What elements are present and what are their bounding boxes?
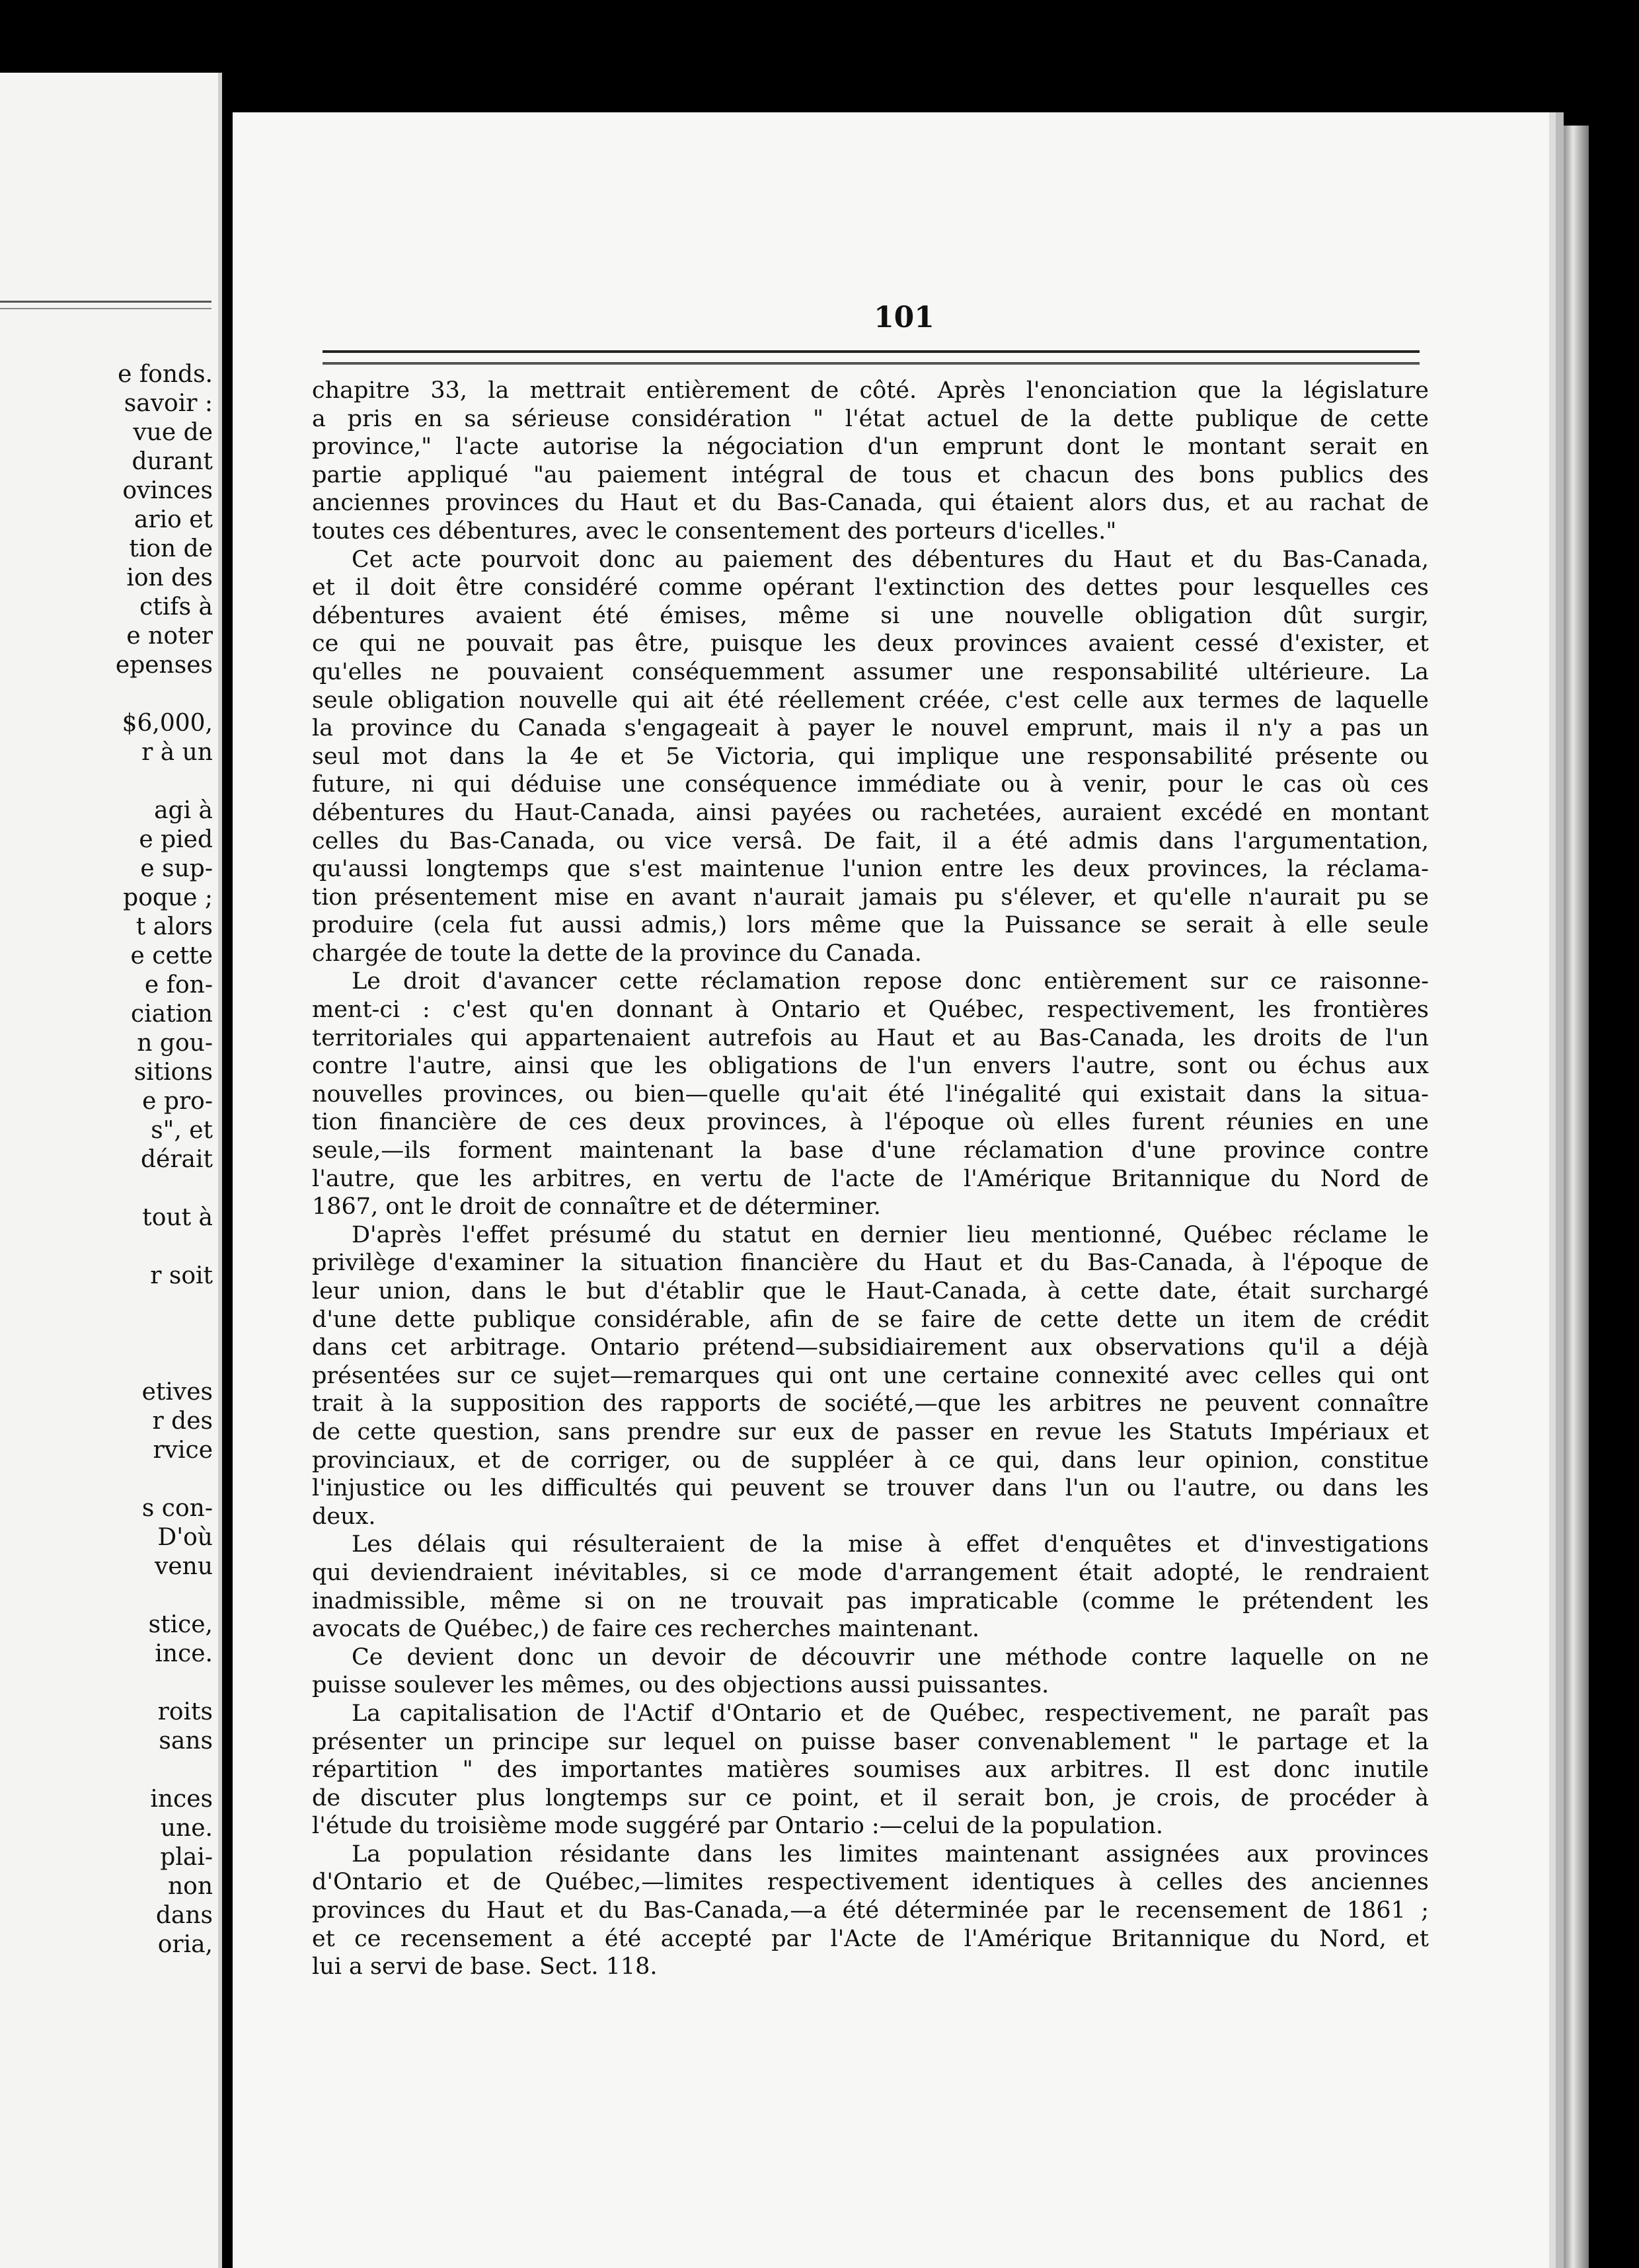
text-line: contre l'autre, ainsi que les obligations de l'un envers l'autre, sont ou échus aux bbox=[312, 1053, 1429, 1080]
previous-page-fragment: ovinces bbox=[122, 477, 213, 504]
previous-page-fragment: agi à bbox=[154, 797, 213, 824]
previous-page-fragment bbox=[0, 1581, 213, 1610]
previous-page-fragment: e pro- bbox=[142, 1088, 213, 1115]
text-line: tion présentement mise en avant n'aurait jamais pu s'élever, et qu'elle n'aurait pu se bbox=[312, 884, 1429, 911]
text-line: débentures avaient été émises, même si une nouvelle obligation dût surgir, bbox=[312, 602, 1429, 629]
text-line: et ce recensement a été accepté par l'Acte de l'Amérique Britannique du Nord, et bbox=[312, 1925, 1429, 1952]
previous-page-fragment: ario et bbox=[133, 506, 213, 533]
header-rule-thin bbox=[323, 363, 1420, 365]
previous-page-fragment: tout à bbox=[142, 1204, 213, 1231]
text-line: La population résidante dans les limites maintenant assignées aux provinces bbox=[352, 1840, 1429, 1868]
paragraph bbox=[312, 1700, 1429, 1840]
previous-page-fragment: r à un bbox=[141, 739, 213, 766]
text-line: partie appliqué "au paiement intégral de tous et chacun des bons publics des bbox=[312, 461, 1429, 488]
text-line: toutes ces débentures, avec le consentement des porteurs d'icelles." bbox=[312, 517, 1117, 545]
previous-page-fragment bbox=[0, 767, 213, 796]
previous-page-fragment bbox=[0, 1291, 213, 1320]
previous-page-fragment: n gou- bbox=[137, 1030, 213, 1057]
text-line: qu'elles ne pouvaient conséquemment assumer une responsabilité ultérieure. La bbox=[312, 658, 1429, 685]
previous-page-fragment: e sup- bbox=[140, 855, 213, 882]
text-line: inadmissible, même si on ne trouvait pas impraticable (comme le prétendent les bbox=[312, 1587, 1429, 1614]
previous-page-fragment bbox=[0, 680, 213, 709]
previous-page-fragment: savoir : bbox=[124, 390, 213, 417]
text-line: d'Ontario et de Québec,—limites respectivement identiques à celles des anciennes bbox=[312, 1869, 1429, 1896]
previous-page-fragment bbox=[0, 1232, 213, 1262]
previous-page-fragment: r des bbox=[152, 1408, 213, 1435]
previous-page-fragment: rvice bbox=[153, 1437, 213, 1464]
text-line: l'étude du troisième mode suggéré par Ontario :—celui de la population. bbox=[312, 1813, 1163, 1840]
text-line: La capitalisation de l'Actif d'Ontario et de Québec, respectivement, ne paraît pas bbox=[352, 1700, 1429, 1727]
previous-page-fragment: sitions bbox=[133, 1059, 213, 1086]
previous-page-fragment bbox=[0, 1320, 213, 1349]
text-line: territoriales qui appartenaient autrefois au Haut et au Bas-Canada, les droits de l'un bbox=[312, 1024, 1429, 1051]
text-line: Le droit d'avancer cette réclamation repose donc entièrement sur ce raisonne- bbox=[352, 968, 1429, 995]
text-line: la province du Canada s'engageait à payer le nouvel emprunt, mais il n'y a pas un bbox=[312, 715, 1429, 742]
previous-page-fragment bbox=[0, 1669, 213, 1698]
previous-page-fragment bbox=[0, 1756, 213, 1785]
text-line: l'autre, que les arbitres, en vertu de l'acte de l'Amérique Britannique du Nord de bbox=[312, 1165, 1429, 1192]
text-line: présenter un principe sur lequel on puisse baser convenablement " le partage et la bbox=[312, 1728, 1429, 1755]
document-page bbox=[233, 112, 1549, 2268]
previous-page-fragment: e noter bbox=[126, 623, 213, 650]
text-line: a pris en sa sérieuse considération " l'état actuel de la dette publique de cette bbox=[312, 405, 1429, 432]
previous-page-fragment: poque ; bbox=[123, 884, 213, 911]
text-line: nouvelles provinces, ou bien—quelle qu'ait été l'inégalité qui existait dans la situa- bbox=[312, 1080, 1429, 1108]
text-line: débentures du Haut-Canada, ainsi payées ou rachetées, auraient excédé en montant bbox=[312, 799, 1429, 826]
previous-page-text-fragments bbox=[0, 360, 213, 1959]
previous-page-fragment: e pied bbox=[139, 826, 213, 853]
text-line: et il doit être considéré comme opérant l'extinction des dettes pour lesquelles ces bbox=[312, 574, 1429, 601]
previous-page-fragment: t alors bbox=[135, 913, 213, 940]
text-line: qui deviendraient inévitables, si ce mode d'arrangement était adopté, le rendraient bbox=[312, 1559, 1429, 1586]
text-line: avocats de Québec,) de faire ces recherches maintenant. bbox=[312, 1616, 980, 1643]
paragraph bbox=[312, 546, 1429, 968]
previous-page-fragment: epenses bbox=[115, 652, 213, 679]
text-line: privilège d'examiner la situation financière du Haut et du Bas-Canada, à l'époque de bbox=[312, 1250, 1429, 1277]
previous-page-fragment: sans bbox=[159, 1727, 213, 1755]
text-line: ment-ci : c'est qu'en donnant à Ontario et Québec, respectivement, les frontières bbox=[312, 997, 1429, 1024]
text-line: ce qui ne pouvait pas être, puisque les deux provinces avaient cessé d'exister, et bbox=[312, 630, 1429, 658]
previous-page-fragment bbox=[0, 1349, 213, 1378]
text-line: leur union, dans le but d'établir que le Haut-Canada, à cette date, était surchargé bbox=[312, 1278, 1429, 1304]
previous-page-fragment bbox=[0, 1465, 213, 1494]
previous-page-fragment: inces bbox=[150, 1786, 213, 1813]
text-line: répartition " des importantes matières soumises aux arbitres. Il est donc inutile bbox=[312, 1757, 1429, 1784]
previous-page-fragment: ince. bbox=[155, 1640, 213, 1667]
text-line: seul mot dans la 4e et 5e Victoria, qui implique une responsabilité présente ou bbox=[312, 743, 1429, 770]
previous-page-fragment: r soit bbox=[150, 1262, 213, 1289]
previous-page-fragment: s con- bbox=[141, 1495, 213, 1522]
previous-page-fragment: e cette bbox=[130, 942, 213, 969]
text-line: future, ni qui déduise une conséquence immédiate ou à venir, pour le cas où ces bbox=[312, 771, 1429, 798]
text-line: Les délais qui résulteraient de la mise à effet d'enquêtes et d'investigations bbox=[352, 1531, 1429, 1558]
text-line: de cette question, sans prendre sur eux de passer en revue les Statuts Impériaux et bbox=[312, 1418, 1429, 1445]
previous-page-fragment: etives bbox=[141, 1379, 213, 1406]
text-line: l'injustice ou les difficultés qui peuvent se trouver dans l'un ou l'autre, ou dans les bbox=[312, 1475, 1429, 1502]
paragraph bbox=[312, 1531, 1429, 1643]
text-line: présentées sur ce sujet—remarques qui ont une certaine connexité avec celles qui ont bbox=[312, 1362, 1429, 1389]
previous-page-fragment: e fon- bbox=[144, 971, 213, 999]
previous-page-fragment: vue de bbox=[133, 419, 213, 446]
text-line: seule,—ils forment maintenant la base d'une réclamation d'une province contre bbox=[312, 1137, 1429, 1164]
paragraph bbox=[312, 1644, 1429, 1700]
text-line: deux. bbox=[312, 1503, 376, 1530]
text-line: anciennes provinces du Haut et du Bas-Canada, qui étaient alors dus, et au rachat de bbox=[312, 490, 1429, 517]
paragraph bbox=[312, 1840, 1429, 1981]
previous-page-fragment bbox=[0, 1174, 213, 1203]
text-line: d'une dette publique considérable, afin de se faire de cette dette un item de crédit bbox=[312, 1306, 1429, 1333]
text-line: seule obligation nouvelle qui ait été réellement créée, c'est celle aux termes de laquelle bbox=[312, 687, 1429, 714]
text-line: lui a servi de base. Sect. 118. bbox=[312, 1953, 658, 1981]
previous-page-fragment: D'où bbox=[157, 1524, 213, 1551]
text-line: chapitre 33, la mettrait entièrement de côté. Après l'enonciation que la législature bbox=[312, 377, 1429, 404]
text-line: qu'aussi longtemps que s'est maintenue l'union entre les deux provinces, la réclama- bbox=[312, 856, 1429, 883]
previous-page-fragment: e fonds. bbox=[118, 361, 213, 388]
previous-page-fragment: roits bbox=[157, 1698, 213, 1725]
text-line: Cet acte pourvoit donc au paiement des débentures du Haut et du Bas-Canada, bbox=[352, 546, 1429, 573]
text-line: celles du Bas-Canada, ou vice versâ. De fait, il a été admis dans l'argumentation, bbox=[312, 827, 1429, 854]
paragraph bbox=[312, 377, 1429, 546]
text-line: puisse soulever les mêmes, ou des objections aussi puissantes. bbox=[312, 1672, 1049, 1699]
previous-page-fragment: s", et bbox=[151, 1117, 213, 1144]
previous-page-fragment: $6,000, bbox=[122, 710, 213, 737]
text-line: dans cet arbitrage. Ontario prétend—subsidiairement aux observations qu'il a déjà bbox=[312, 1334, 1429, 1361]
text-line: chargée de toute la dette de la province du Canada. bbox=[312, 940, 922, 967]
text-line: province," l'acte autorise la négociation d'un emprunt dont le montant serait en bbox=[312, 434, 1429, 461]
text-line: trait à la supposition des rapports de société,—que les arbitres ne peuvent connaître bbox=[312, 1390, 1429, 1418]
book-page-stack-edge bbox=[1549, 126, 1589, 2268]
previous-page-fragment: venu bbox=[154, 1553, 213, 1580]
previous-page-fragment: dans bbox=[155, 1902, 213, 1929]
previous-page-fragment: oria, bbox=[157, 1931, 213, 1958]
previous-page-fragment: non bbox=[167, 1873, 213, 1900]
previous-page-fragment: stice, bbox=[148, 1611, 213, 1638]
text-line: de discuter plus longtemps sur ce point, et il serait bon, je crois, de procéder à bbox=[312, 1784, 1429, 1811]
previous-page-fragment: une. bbox=[160, 1815, 213, 1842]
previous-page-fragment: dérait bbox=[140, 1146, 213, 1173]
previous-page-fragment: ciation bbox=[131, 1001, 213, 1028]
text-line: produire (cela fut aussi admis,) lors même que la Puissance se serait à elle seule bbox=[312, 912, 1429, 939]
text-line: provinciaux, et de corriger, ou de suppléer à ce qui, dans leur opinion, constitue bbox=[312, 1447, 1429, 1474]
previous-page-fragment: ctifs à bbox=[139, 593, 213, 621]
previous-page-edge bbox=[0, 73, 222, 2268]
text-line: tion financière de ces deux provinces, à l'époque où elles furent réunies en une bbox=[312, 1109, 1429, 1136]
header-rule bbox=[323, 350, 1420, 364]
text-line: D'après l'effet présumé du statut en dernier lieu mentionné, Québec réclame le bbox=[352, 1221, 1429, 1248]
previous-page-fragment: ion des bbox=[126, 564, 213, 591]
text-line: Ce devient donc un devoir de découvrir une méthode contre laquelle on ne bbox=[352, 1644, 1429, 1671]
paragraph bbox=[312, 967, 1429, 1221]
previous-page-fragment: durant bbox=[132, 448, 213, 475]
text-line: 1867, ont le droit de connaître et de déterminer. bbox=[312, 1193, 881, 1221]
previous-page-fragment: tion de bbox=[129, 535, 213, 562]
page-number: 101 bbox=[874, 301, 934, 334]
text-line: provinces du Haut et du Bas-Canada,—a été déterminée par le recensement de 1861 ; bbox=[312, 1897, 1429, 1924]
paragraph bbox=[312, 1221, 1429, 1531]
body-text bbox=[312, 377, 1429, 1981]
previous-page-rule bbox=[0, 301, 211, 309]
previous-page-fragment: plai- bbox=[160, 1844, 213, 1871]
